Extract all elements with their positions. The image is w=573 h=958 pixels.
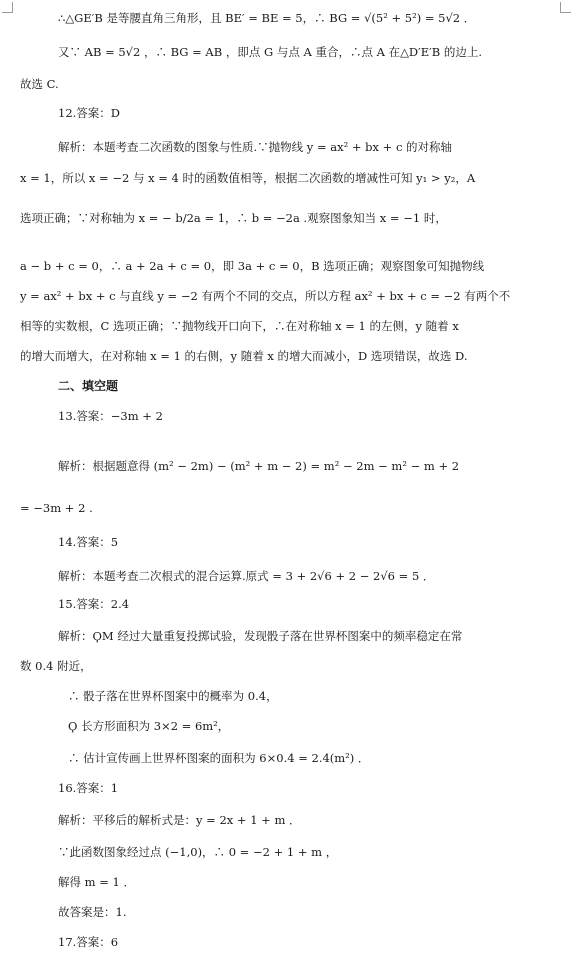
answer-14-label: 14.答案：5 [58, 535, 119, 549]
text-line-01: ∴△GE′B 是等腰直角三角形，且 BE′ = BE = 5，∴ BG = √(5² + 5²) = 5√2 ． [58, 11, 476, 25]
text-line-23: ∴ 估计宣传画上世界杯图案的面积为 6×0.4 = 2.4(m²) ． [68, 751, 370, 765]
answer-15-label: 15.答案：2.4 [58, 597, 130, 611]
text-line-21: ∴ 骰子落在世界杯图案中的概率为 0.4， [68, 689, 278, 703]
answer-13-label: 13.答案：−3m + 2 [58, 409, 163, 423]
text-line-07: 选项正确；∵对称轴为 x = − b/2a = 1，∴ b = −2a .观察图象知当 x = −1 时， [20, 211, 447, 225]
text-line-26: ∵此函数图象经过点 (−1,0)，∴ 0 = −2 + 1 + m ， [58, 845, 338, 859]
text-line-14: 解析：根据题意得 (m² − 2m) − (m² + m − 2) = m² − 2m − m² − m + 2 [58, 459, 460, 473]
page-corner-mark-right [560, 2, 571, 13]
text-line-17: 解析：本题考查二次根式的混合运算.原式 = 3 + 2√6 + 2 − 2√6 = 5 ． [58, 569, 435, 583]
answer-12-label: 12.答案：D [58, 106, 121, 120]
text-line-08: a − b + c = 0，∴ a + 2a + c = 0，即 3a + c = 0，B 选项正确；观察图象可知抛物线 [20, 259, 485, 273]
answer-16-label: 16.答案：1 [58, 781, 119, 795]
text-line-28: 故答案是：1. [58, 905, 127, 919]
text-line-15: = −3m + 2 . [20, 501, 93, 515]
page-corner-mark-left [2, 2, 13, 13]
text-line-19: 解析：ϘM 经过大量重复投掷试验，发现骰子落在世界杯图案中的频率稳定在常 [58, 629, 463, 643]
text-line-03: 故选 C. [20, 77, 59, 91]
text-line-25: 解析：平移后的解析式是：y = 2x + 1 + m ． [58, 813, 301, 827]
text-line-06: x = 1，所以 x = −2 与 x = 4 时的函数值相等，根据二次函数的增减性可知 y₁ > y₂，A [20, 171, 476, 185]
text-line-22: Ϙ 长方形面积为 3×2 = 6m²， [68, 719, 230, 733]
text-line-09: y = ax² + bx + c 与直线 y = −2 有两个不同的交点，所以方程 ax² + bx + c = −2 有两个不 [20, 289, 511, 303]
text-line-11: 的增大而增大，在对称轴 x = 1 的右侧，y 随着 x 的增大而减小，D 选项错误，故选 D. [20, 349, 468, 363]
text-line-20: 数 0.4 附近， [20, 659, 92, 673]
text-line-02: 又∵ AB = 5√2 ，∴ BG = AB ，即点 G 与点 A 重合，∴点 A 在△D′E′B 的边上. [58, 45, 483, 59]
text-line-05: 解析：本题考查二次函数的图象与性质.∵抛物线 y = ax² + bx + c 的对称轴 [58, 140, 453, 154]
text-line-10: 相等的实数根，C 选项正确；∵抛物线开口向下，∴在对称轴 x = 1 的左侧，y 随着 x [20, 319, 459, 333]
text-line-27: 解得 m = 1 ． [58, 875, 135, 889]
section-heading-fill-blanks: 二、填空题 [58, 379, 119, 393]
answer-17-label: 17.答案：6 [58, 935, 119, 949]
